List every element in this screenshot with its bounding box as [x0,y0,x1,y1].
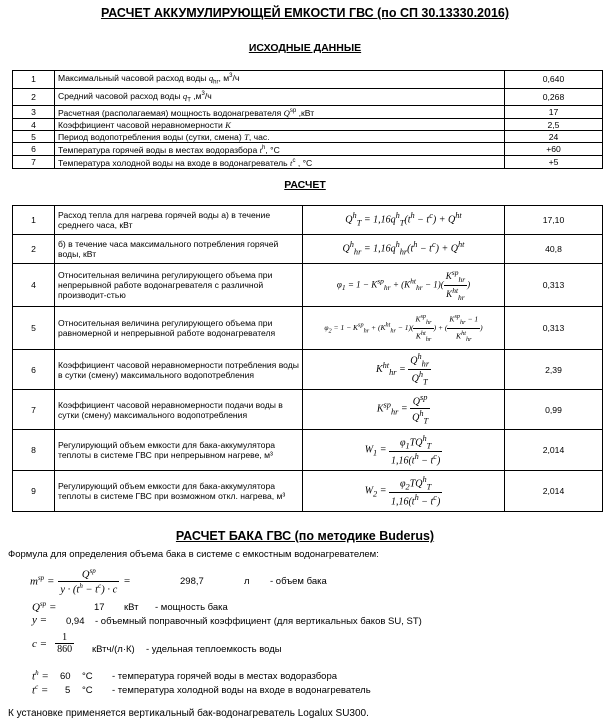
tank-conclusion: К установке применяется вертикальный бак-водонагреватель Logalux SU300. [8,708,369,719]
row-label: Относительная величина регулирующего объема при равномерной и непрерывной работе водонагревателя [55,307,303,350]
y-value: 0,94 [66,616,85,627]
row-label: Максимальный часовой расход воды $q_{hr}$, $м^3/ч$ [55,71,505,89]
row-number: 7 [13,390,55,430]
th-value: 60 [60,671,71,682]
row-label: Расход тепла для нагрева горячей воды а) в течение среднего часа, кВт [55,206,303,235]
th-unit: °C [82,671,93,682]
table-row [13,119,603,131]
table-row [13,88,603,106]
row-formula: $Q^h_T = 1,16q^h_T(t^h - t^c) + Q^{ht}$ [303,206,505,235]
tank-heading: РАСЧЕТ БАКА ГВС (по методике Buderus) [175,529,435,543]
inputs-table [12,70,603,169]
row-value: 0,313 [505,307,603,350]
row-label: Период водопотребления воды (сутки, смена) T, час. [55,131,505,143]
row-label: Коэффициент часовой неравномерности потребления воды в сутки (смену) максимального водопотребления [55,350,303,390]
tank-intro: Формула для определения объема бака в системе с емкостным водонагревателем: [8,549,379,560]
row-number: 1 [13,206,55,235]
row-value: 2,39 [505,350,603,390]
row-value: 0,268 [505,88,603,106]
tc-symbol: $t^c$ = [32,683,49,697]
row-value: 2,014 [505,471,603,512]
c-unit: кВтч/(л·К) [92,644,135,655]
table-row [13,131,603,143]
row-number: 2 [13,88,55,106]
table-row [13,307,603,350]
row-formula: $\varphi_2 = 1 - K^{sp}_{hr} + (K^{ht}_{hr} - 1)$( $\frac{K^{sp}_{hr}}{K^{ht}_{hr}}$ ) + ( $\frac{K^{sp}_{hr} - 1}{K^{ht}_{hr}}$ ) [303,307,505,350]
row-label: Регулирующий объем емкости для бака-аккумулятора теплоты в системе ГВС при непрерывном нагреве, м³ [55,430,303,471]
row-formula: $W_1$ = $\frac{\varphi_1TQ^h_T}{1,16(t^h - t^c)}$ [303,430,505,471]
calc-heading: РАСЧЕТ [284,179,326,191]
row-number: 9 [13,471,55,512]
row-value: 17,10 [505,206,603,235]
row-formula: $K^{sp}_{hr}$ = $\frac{Q^{sp}}{Q^h_T}$ [303,390,505,430]
row-number: 6 [13,143,55,156]
m-unit: л [244,576,250,587]
row-value: 2,014 [505,430,603,471]
row-label: Относительная величина регулирующего объема при непрерывной работе водонагревателя с различной производит-стью [55,264,303,307]
table-row [13,206,603,235]
table-row [13,430,603,471]
row-formula: $K^{ht}_{hr}$ = $\frac{Q^h_{hr}}{Q^h_T}$ [303,350,505,390]
row-value: 0,640 [505,71,603,89]
inputs-heading: ИСХОДНЫЕ ДАННЫЕ [248,42,362,54]
table-row [13,264,603,307]
page-title: РАСЧЕТ АККУМУЛИРУЮЩЕЙ ЕМКОСТИ ГВС (по СП 30.13330.2016) [100,6,510,20]
tank-volume-formula: $m^{sp}$ = $\frac{Q^{sp}}{y \cdot (t^h - t^c) \cdot c}$ = [30,567,131,595]
row-number: 3 [13,106,55,119]
row-formula: $Q^h_{hr} = 1,16q^h_{hr}(t^h - t^c) + Q^{ht}$ [303,235,505,264]
row-number: 8 [13,430,55,471]
row-number: 5 [13,307,55,350]
row-label: Температура холодной воды на входе в водонагреватель $t^c$ , °С [55,155,505,168]
th-symbol: $t^h$ = [32,669,49,683]
c-desc: - удельная теплоемкость воды [146,644,282,655]
y-symbol: y = [32,614,48,626]
row-number: 2 [13,235,55,264]
row-label: б) в течение часа максимального потребления горячей воды, кВт [55,235,303,264]
row-number: 6 [13,350,55,390]
row-label: Средний часовой расход воды $q_T$ $,м^3/ч$ [55,88,505,106]
tc-unit: °C [82,685,93,696]
row-value: +60 [505,143,603,156]
row-number: 1 [13,71,55,89]
row-label: Коэффициент часовой неравномерности K [55,119,505,131]
table-row [13,350,603,390]
row-formula: $\varphi_1 = 1 - K^{sp}_{hr} + (K^{ht}_{hr} - 1)$( $\frac{K^{sp}_{hr}}{K^{ht}_{hr}}$ ) [303,264,505,307]
m-fraction: $\frac{Q^{sp}}{y \cdot (t^h - t^c) \cdot c}$ [60,567,118,595]
table-row [13,471,603,512]
row-label: Регулирующий объем емкости для бака-аккумулятора теплоты в системе ГВС при возможном откл. нагрева, м³ [55,471,303,512]
table-row [13,155,603,168]
row-formula: $W_2$ = $\frac{\varphi_2TQ^h_T}{1,16(t^h - t^c)}$ [303,471,505,512]
row-value: 0,99 [505,390,603,430]
m-symbol: $m^{sp}$ = [30,574,55,588]
m-value: 298,7 [180,576,204,587]
row-value: +5 [505,155,603,168]
row-label: Коэффициент часовой неравномерности подачи воды в сутки (смену) максимального водопотребления [55,390,303,430]
table-row [13,106,603,119]
row-value: 2,5 [505,119,603,131]
row-value: 24 [505,131,603,143]
row-number: 4 [13,264,55,307]
row-label: Температура горячей воды в местах водоразбора $t^h$, °С [55,143,505,156]
table-row [13,235,603,264]
tc-desc: - температура холодной воды на входе в водонагреватель [112,685,371,696]
th-desc: - температура горячей воды в местах водоразбора [112,671,338,682]
table-row [13,143,603,156]
row-number: 5 [13,131,55,143]
row-value: 40,8 [505,235,603,264]
row-value: 0,313 [505,264,603,307]
q-symbol: $Q^{sp}$ = [32,600,57,614]
row-number: 7 [13,155,55,168]
q-unit: кВт [124,602,139,613]
m-desc: - объем бака [270,576,327,587]
q-value: 17 [94,602,105,613]
calc-table [12,205,603,512]
tc-value: 5 [65,685,71,696]
table-row [13,390,603,430]
row-number: 4 [13,119,55,131]
c-formula: c = $\frac{1}{860}$ [32,632,73,655]
row-value: 17 [505,106,603,119]
y-desc: - объемный поправочный коэффициент (для вертикальных баков SU, ST) [95,616,422,627]
row-label: Расчетная (располагаемая) мощность водонагревателя $Q^{sp}$ ,кВт [55,106,505,119]
q-desc: - мощность бака [155,602,228,613]
table-row [13,71,603,89]
